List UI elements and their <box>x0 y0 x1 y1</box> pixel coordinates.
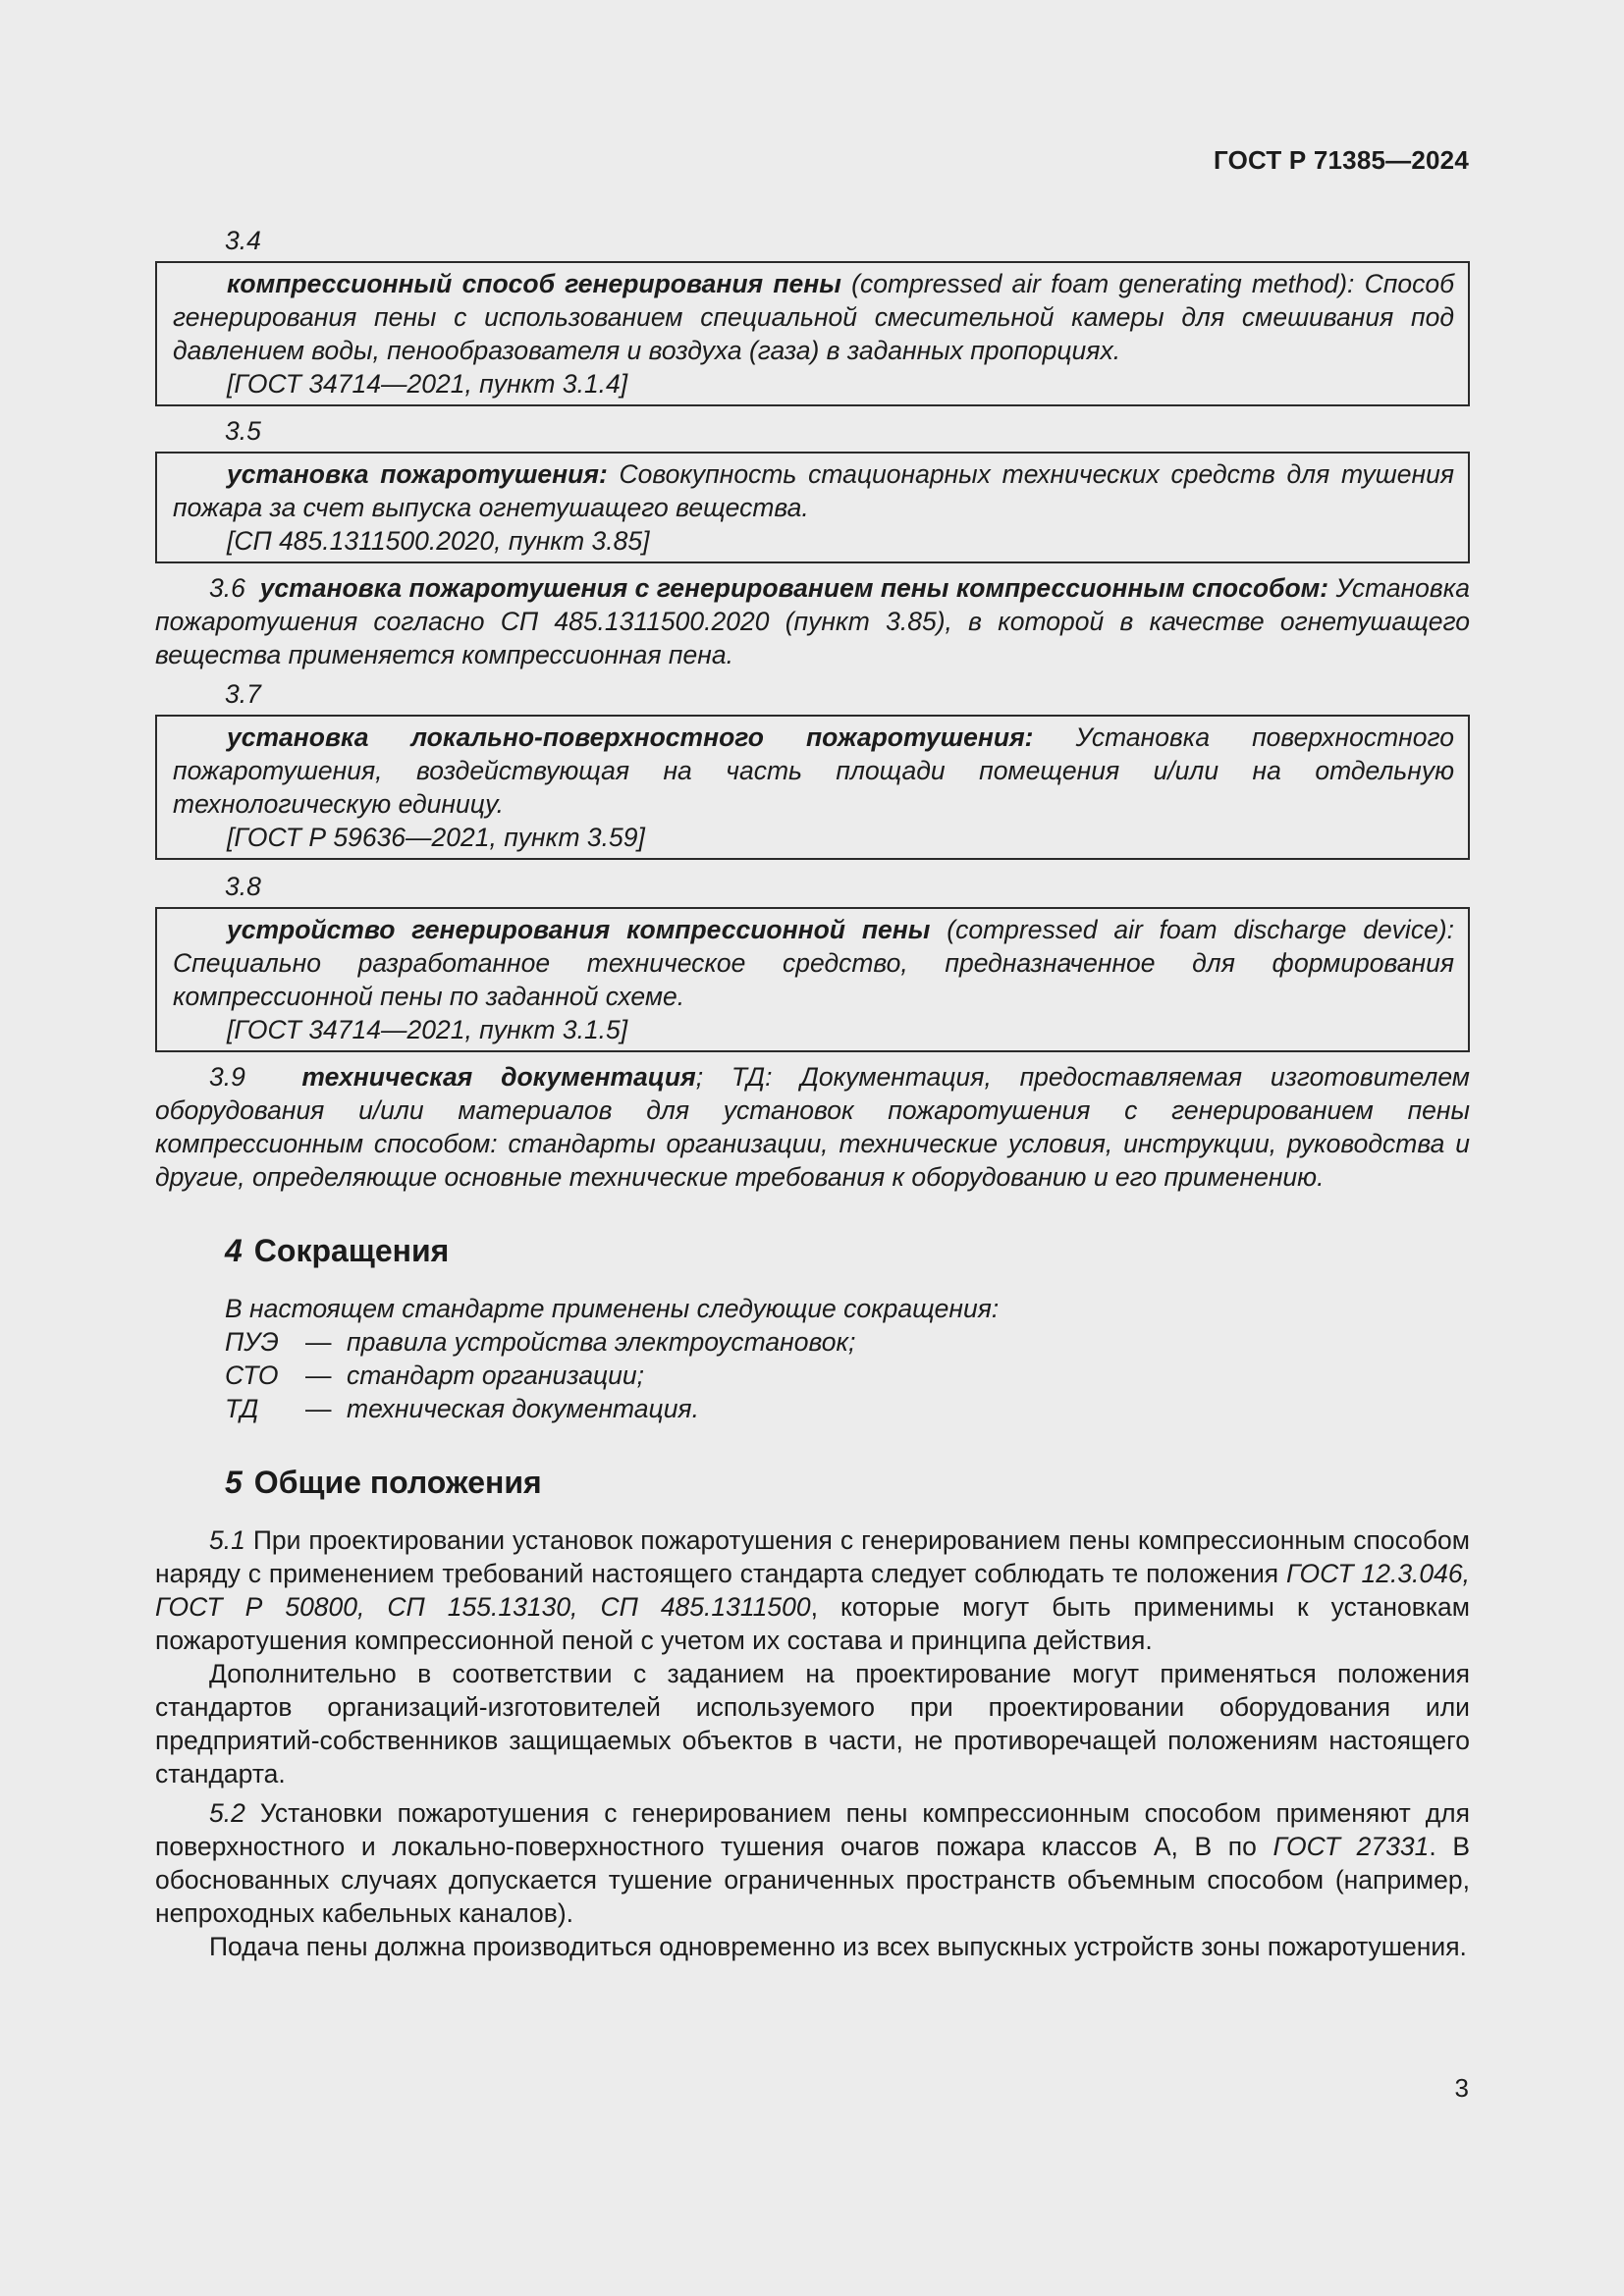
clause-5-1: 5.1 При проектировании установок пожаротушения с генерированием пены компрессионным способом наряду с применением требований настоящего стандарта следует соблюдать те положения ГОСТ 12.3.046, ГОСТ Р 50800, СП 155.13130, СП 485.1311500, которые могут быть применимы к установкам пожаротушения компрессионной пеной с учетом их состава и принципа действия. Дополнительно в соответствии с заданием на проектирование могут применяться положения стандартов организаций-изготовителей используемого при проектировании оборудования или предприятий-собственников защищаемых объектов в части, не противоречащей положениям настоящего стандарта. <box>155 1525 1470 1789</box>
term-box-3-8 <box>155 907 1470 1052</box>
term-definition: (compressed air foam discharge device): Специально разработанное техническое средство, предназначенное для формирования компрессионной пены по заданной схеме. <box>173 915 1454 1011</box>
term-reference: [СП 485.1311500.2020, пункт 3.85] <box>227 526 650 556</box>
abbreviation-item <box>155 1359 1470 1392</box>
term-number: 3.7 <box>225 679 261 709</box>
term-3-6 <box>155 571 1470 671</box>
abbreviation: ПУЭ <box>225 1327 279 1357</box>
abbreviation-meaning: стандарт организации; <box>347 1361 644 1390</box>
page-content <box>155 224 1470 1969</box>
term-definition: Установка поверхностного пожаротушения, воздействующая на часть площади помещения и/или на отдельную технологическую единицу. <box>173 722 1454 819</box>
abbreviation-meaning: техническая документация. <box>347 1394 699 1423</box>
term-title: компрессионный способ генерирования пены <box>227 269 841 298</box>
abbreviation-item <box>155 1392 1470 1425</box>
term-box-3-7 <box>155 715 1470 860</box>
clause-number: 5.1 <box>209 1525 245 1555</box>
clause-5-2: 5.2 Установки пожаротушения с генерированием пены компрессионным способом применяют для поверхностного и локально-поверхностного тушения очагов пожара классов А, В по ГОСТ 27331. В обоснованных случаях допускается тушение ограниченных пространств объемным способом (например, непроходных кабельных каналов). Подача пены должна производиться одновременно из всех выпускных устройств зоны пожаротушения. <box>155 1798 1470 1961</box>
term-number: 3.6 <box>209 573 245 603</box>
term-definition: Совокупность стационарных технических средств для тушения пожара за счет выпуска огнетушащего вещества. <box>173 459 1455 522</box>
abbreviation-item <box>155 1325 1470 1359</box>
term-box-3-4 <box>155 261 1470 406</box>
normative-reference: ГОСТ 27331 <box>1272 1832 1430 1861</box>
dash: — <box>305 1394 332 1423</box>
clause-paragraph: Дополнительно в соответствии с заданием на проектирование могут применяться положения стандартов организаций-изготовителей используемого при проектировании оборудования или предприятий-собственников защищаемых объектов в части, не противоречащей положениям настоящего стандарта. <box>155 1659 1470 1789</box>
page-number: 3 <box>1454 2073 1469 2103</box>
term-3-9 <box>155 1060 1470 1194</box>
term-title: установка пожаротушения: <box>227 459 608 489</box>
term-title: установка локально-поверхностного пожаротушения: <box>227 722 1034 752</box>
term-number: 3.4 <box>225 226 261 255</box>
document-code: ГОСТ Р 71385—2024 <box>1214 145 1469 175</box>
normative-references: ГОСТ 12.3.046, ГОСТ Р 50800, СП 155.13130, СП 485.1311500 <box>155 1559 1470 1622</box>
term-title: устройство генерирования компрессионной пены <box>227 915 931 944</box>
abbreviations-intro: В настоящем стандарте применены следующие сокращения: <box>225 1294 1000 1323</box>
term-definition: ; ТД: Документация, предоставляемая изготовителем оборудования и/или материалов для установок пожаротушения с генерированием пены компрессионным способом: стандарты организации, технические условия, инструкции, руководства и другие, определяющие основные технические требования к оборудованию и его применению. <box>155 1062 1470 1192</box>
abbreviation: ТД <box>225 1394 259 1423</box>
term-number: 3.9 <box>209 1062 245 1092</box>
section-heading-4: 4 Сокращения <box>225 1233 450 1268</box>
term-definition: (compressed air foam generating method): Способ генерирования пены с использованием специальной смесительной камеры для смешивания под давлением воды, пенообразователя и воздуха (газа) в заданных пропорциях. <box>173 269 1454 365</box>
abbreviation-meaning: правила устройства электроустановок; <box>347 1327 856 1357</box>
term-definition: Установка пожаротушения согласно СП 485.1311500.2020 (пункт 3.85), в которой в качестве огнетушащего вещества применяется компрессионная пена. <box>155 573 1470 669</box>
term-number: 3.5 <box>225 416 261 446</box>
term-box-3-5 <box>155 452 1470 563</box>
section-heading-5: 5 Общие положения <box>225 1465 542 1500</box>
term-reference: [ГОСТ 34714—2021, пункт 3.1.4] <box>227 369 628 399</box>
term-reference: [ГОСТ 34714—2021, пункт 3.1.5] <box>227 1015 628 1044</box>
clause-number: 5.2 <box>209 1798 245 1828</box>
term-title: установка пожаротушения с генерированием пены компрессионным способом: <box>259 573 1329 603</box>
dash: — <box>305 1361 332 1390</box>
term-reference: [ГОСТ Р 59636—2021, пункт 3.59] <box>227 823 645 852</box>
clause-paragraph: Подача пены должна производиться одновременно из всех выпускных устройств зоны пожаротушения. <box>209 1932 1467 1961</box>
term-number: 3.8 <box>225 872 261 901</box>
abbreviation: СТО <box>225 1361 279 1390</box>
term-title: техническая документация <box>301 1062 696 1092</box>
dash: — <box>305 1327 332 1357</box>
